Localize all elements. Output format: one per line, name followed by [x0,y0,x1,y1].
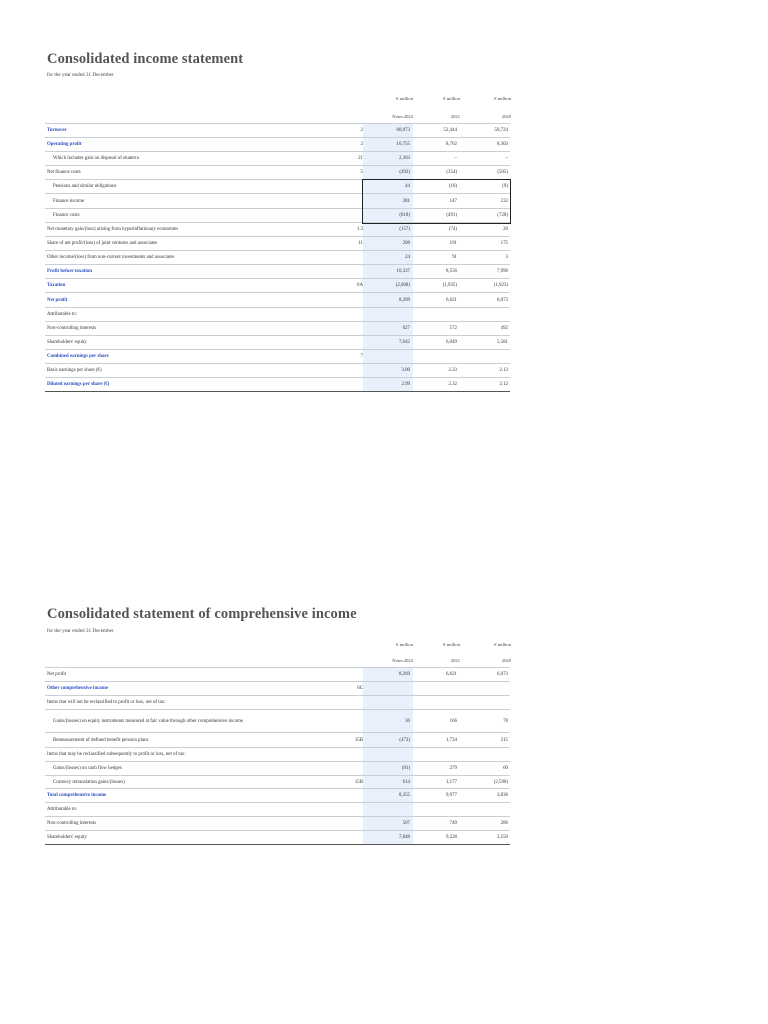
value-cell: 2.32 [448,382,457,387]
comprehensive-income-subtitle: for the year ended 31 December [47,628,114,634]
notes-column-header: Notes [392,114,403,119]
value-cell: 60 [503,766,508,771]
value-cell: 7,642 [398,340,410,345]
value-cell: 507 [402,821,410,826]
row-note: 5 [360,170,363,175]
row-label: Items that may be reclassified subsequently to profit or loss, net of tax: [47,752,186,757]
value-cell: (1,935) [442,283,457,288]
row-label: Finance costs [53,213,80,218]
row-label: Currency retranslation gains/(losses) [53,779,125,785]
value-cell: 6,073 [496,672,508,677]
value-cell: 6,073 [496,297,508,303]
value-cell: – [454,156,457,161]
value-cell: (505) [497,170,508,175]
value-cell: 9,228 [445,835,457,840]
row-label: Net finance costs [47,170,81,175]
value-cell: 2.33 [448,368,457,373]
row-note: 15B [354,737,363,743]
table-row [45,667,510,682]
row-label: Total comprehensive income [47,793,107,798]
row-label: Shareholders' equity [47,340,87,345]
value-cell: 3.00 [401,368,410,373]
column-unit-label: € million [443,642,460,647]
value-cell: 572 [449,326,457,331]
value-cell: 627 [402,326,410,331]
value-cell: (728) [497,213,508,218]
table-row [45,321,510,336]
value-cell: 1,734 [445,737,457,743]
table-row [45,236,510,251]
table-row [45,165,510,180]
table-row [45,709,510,733]
value-cell: 24 [405,255,410,260]
table-row [45,137,510,152]
table-row [45,363,510,378]
value-cell: 191 [449,241,457,246]
value-cell: – [505,156,508,161]
value-cell: 6,621 [445,297,457,303]
value-cell: (9) [502,184,508,189]
value-cell: 492 [500,326,508,331]
row-label: Net profit [47,672,67,677]
value-cell: 5,581 [496,340,508,345]
value-cell: (493) [399,170,410,175]
row-label: Share of net profit/(loss) of joint ventures and associates [47,241,158,246]
row-label: Net profit [47,297,68,303]
column-year-label: 2021 [450,658,460,663]
table-row [45,681,510,696]
table-row [45,830,510,845]
row-label: Which includes gain on disposal of ekaterra [53,156,139,161]
row-label: Combined earnings per share [47,354,109,359]
value-cell: 3,550 [496,835,508,840]
row-label: Turnover [47,128,67,133]
value-cell: (473) [399,737,410,743]
row-label: Non-controlling interests [47,326,97,331]
row-note: 11 [358,241,363,246]
table-row [45,732,510,748]
table-row [45,816,510,831]
value-cell: 9,977 [445,793,457,798]
table-row [45,222,510,237]
value-cell: (10) [448,184,457,189]
value-cell: 78 [503,718,508,724]
value-cell: (74) [448,227,457,232]
table-row [45,307,510,322]
row-label: Other income/(loss) from non-current investments and associates [47,255,175,260]
row-label: Diluted earnings per share (€) [47,382,110,387]
row-label: Basic earnings per share (€) [47,368,102,373]
value-cell: 8,269 [398,297,410,303]
value-cell: 36 [405,718,410,724]
value-cell: 10,337 [396,269,410,274]
column-unit-label: € million [494,642,511,647]
table-bottom-rule [45,391,510,392]
value-cell: 215 [500,737,508,743]
value-cell: 91 [452,255,457,260]
value-cell: 232 [500,198,508,204]
row-label: Operating profit [47,142,82,147]
row-note: 2 [360,142,363,147]
row-note: 6A [357,283,363,288]
row-note: 21 [358,156,363,161]
value-cell: 2.99 [401,382,410,387]
value-cell: 3 [505,255,508,260]
row-label: Taxation [47,283,66,288]
row-note: 15B [354,779,363,785]
row-label: Attributable to: [47,807,78,812]
row-label: Gains/(losses) on cash flow hedges [53,766,122,771]
value-cell: 60,073 [396,128,410,133]
value-cell: (818) [399,213,410,218]
row-note: 2 [360,128,363,133]
row-label: Pensions and similar obligations [53,184,117,189]
value-cell: 50,724 [494,128,508,133]
value-cell: 2,303 [398,156,410,161]
row-label: Shareholders' equity [47,835,87,840]
value-cell: (354) [446,170,457,175]
value-cell: (2,068) [395,283,410,288]
column-unit-label: € million [396,96,413,101]
table-row [45,761,510,776]
value-cell: 44 [405,184,410,189]
row-label: Net monetary gain/(loss) arising from hyperinflationary economies [47,227,179,232]
value-cell: 279 [449,766,457,771]
value-cell: 2.12 [499,382,508,387]
value-cell: (157) [399,227,410,232]
value-cell: 147 [449,198,457,204]
value-cell: 8,355 [398,793,410,798]
value-cell: 166 [449,718,457,724]
row-label: Non-controlling interests [47,821,97,826]
row-label: Gains/(losses) on equity instruments measured at fair value through other comprehensive income [53,718,244,724]
value-cell: 208 [402,241,410,246]
table-row [45,292,510,308]
column-year-label: 2022 [403,114,413,119]
table-row [45,349,510,364]
income-statement-subtitle: for the year ended 31 December [47,72,114,78]
value-cell: 7,848 [398,835,410,840]
value-cell: 175 [500,241,508,246]
table-row [45,377,510,392]
value-cell: 6,049 [445,340,457,345]
value-cell: (91) [401,766,410,771]
table-row [45,250,510,265]
row-label: Items that will not be reclassified to profit or loss, net of tax: [47,700,166,705]
row-note: 6C [357,686,363,691]
column-year-label: 2022 [403,658,413,663]
table-bottom-rule [45,844,510,845]
value-cell: 7,996 [496,269,508,274]
value-cell: 8,303 [496,142,508,147]
column-unit-label: € million [396,642,413,647]
value-cell: 52,444 [443,128,457,133]
table-row [45,788,510,803]
value-cell: 20 [503,227,508,232]
value-cell: 749 [449,821,457,826]
row-label: Profit before taxation [47,269,92,274]
table-row [45,123,510,138]
comprehensive-income-title: Consolidated statement of comprehensive income [47,606,357,622]
column-unit-label: € million [494,96,511,101]
value-cell: 3,836 [496,793,508,798]
column-year-label: 2021 [450,114,460,119]
notes-column-header: Notes [392,658,403,663]
table-row [45,802,510,817]
table-row [45,151,510,166]
table-row [45,775,510,789]
table-row [45,695,510,710]
row-label: Attributable to: [47,312,78,317]
column-unit-label: € million [443,96,460,101]
table-row [45,335,510,350]
value-cell: (491) [446,213,457,218]
column-year-label: 2020 [501,658,511,663]
row-note: 7 [360,354,363,359]
value-cell: 10,755 [396,142,410,147]
table-row [45,278,510,293]
row-note: 1.3 [356,227,363,232]
value-cell: 8,556 [445,269,457,274]
value-cell: (1,923) [493,283,508,288]
value-cell: 1,177 [445,779,457,785]
value-cell: 6,621 [445,672,457,677]
row-label: Remeasurement of defined benefit pension plans [53,737,149,743]
column-year-label: 2020 [501,114,511,119]
value-cell: 281 [402,198,410,204]
value-cell: 8,702 [445,142,457,147]
row-label: Other comprehensive income [47,686,108,691]
income-statement-title: Consolidated income statement [47,51,244,67]
value-cell: 8,269 [398,672,410,677]
row-label: Finance income [53,198,85,204]
value-cell: 286 [500,821,508,826]
value-cell: 2.13 [499,368,508,373]
table-row [45,264,510,279]
table-row [45,747,510,762]
value-cell: 614 [402,779,410,785]
value-cell: (2,590) [493,779,508,785]
finance-costs-breakdown-box [362,179,511,224]
